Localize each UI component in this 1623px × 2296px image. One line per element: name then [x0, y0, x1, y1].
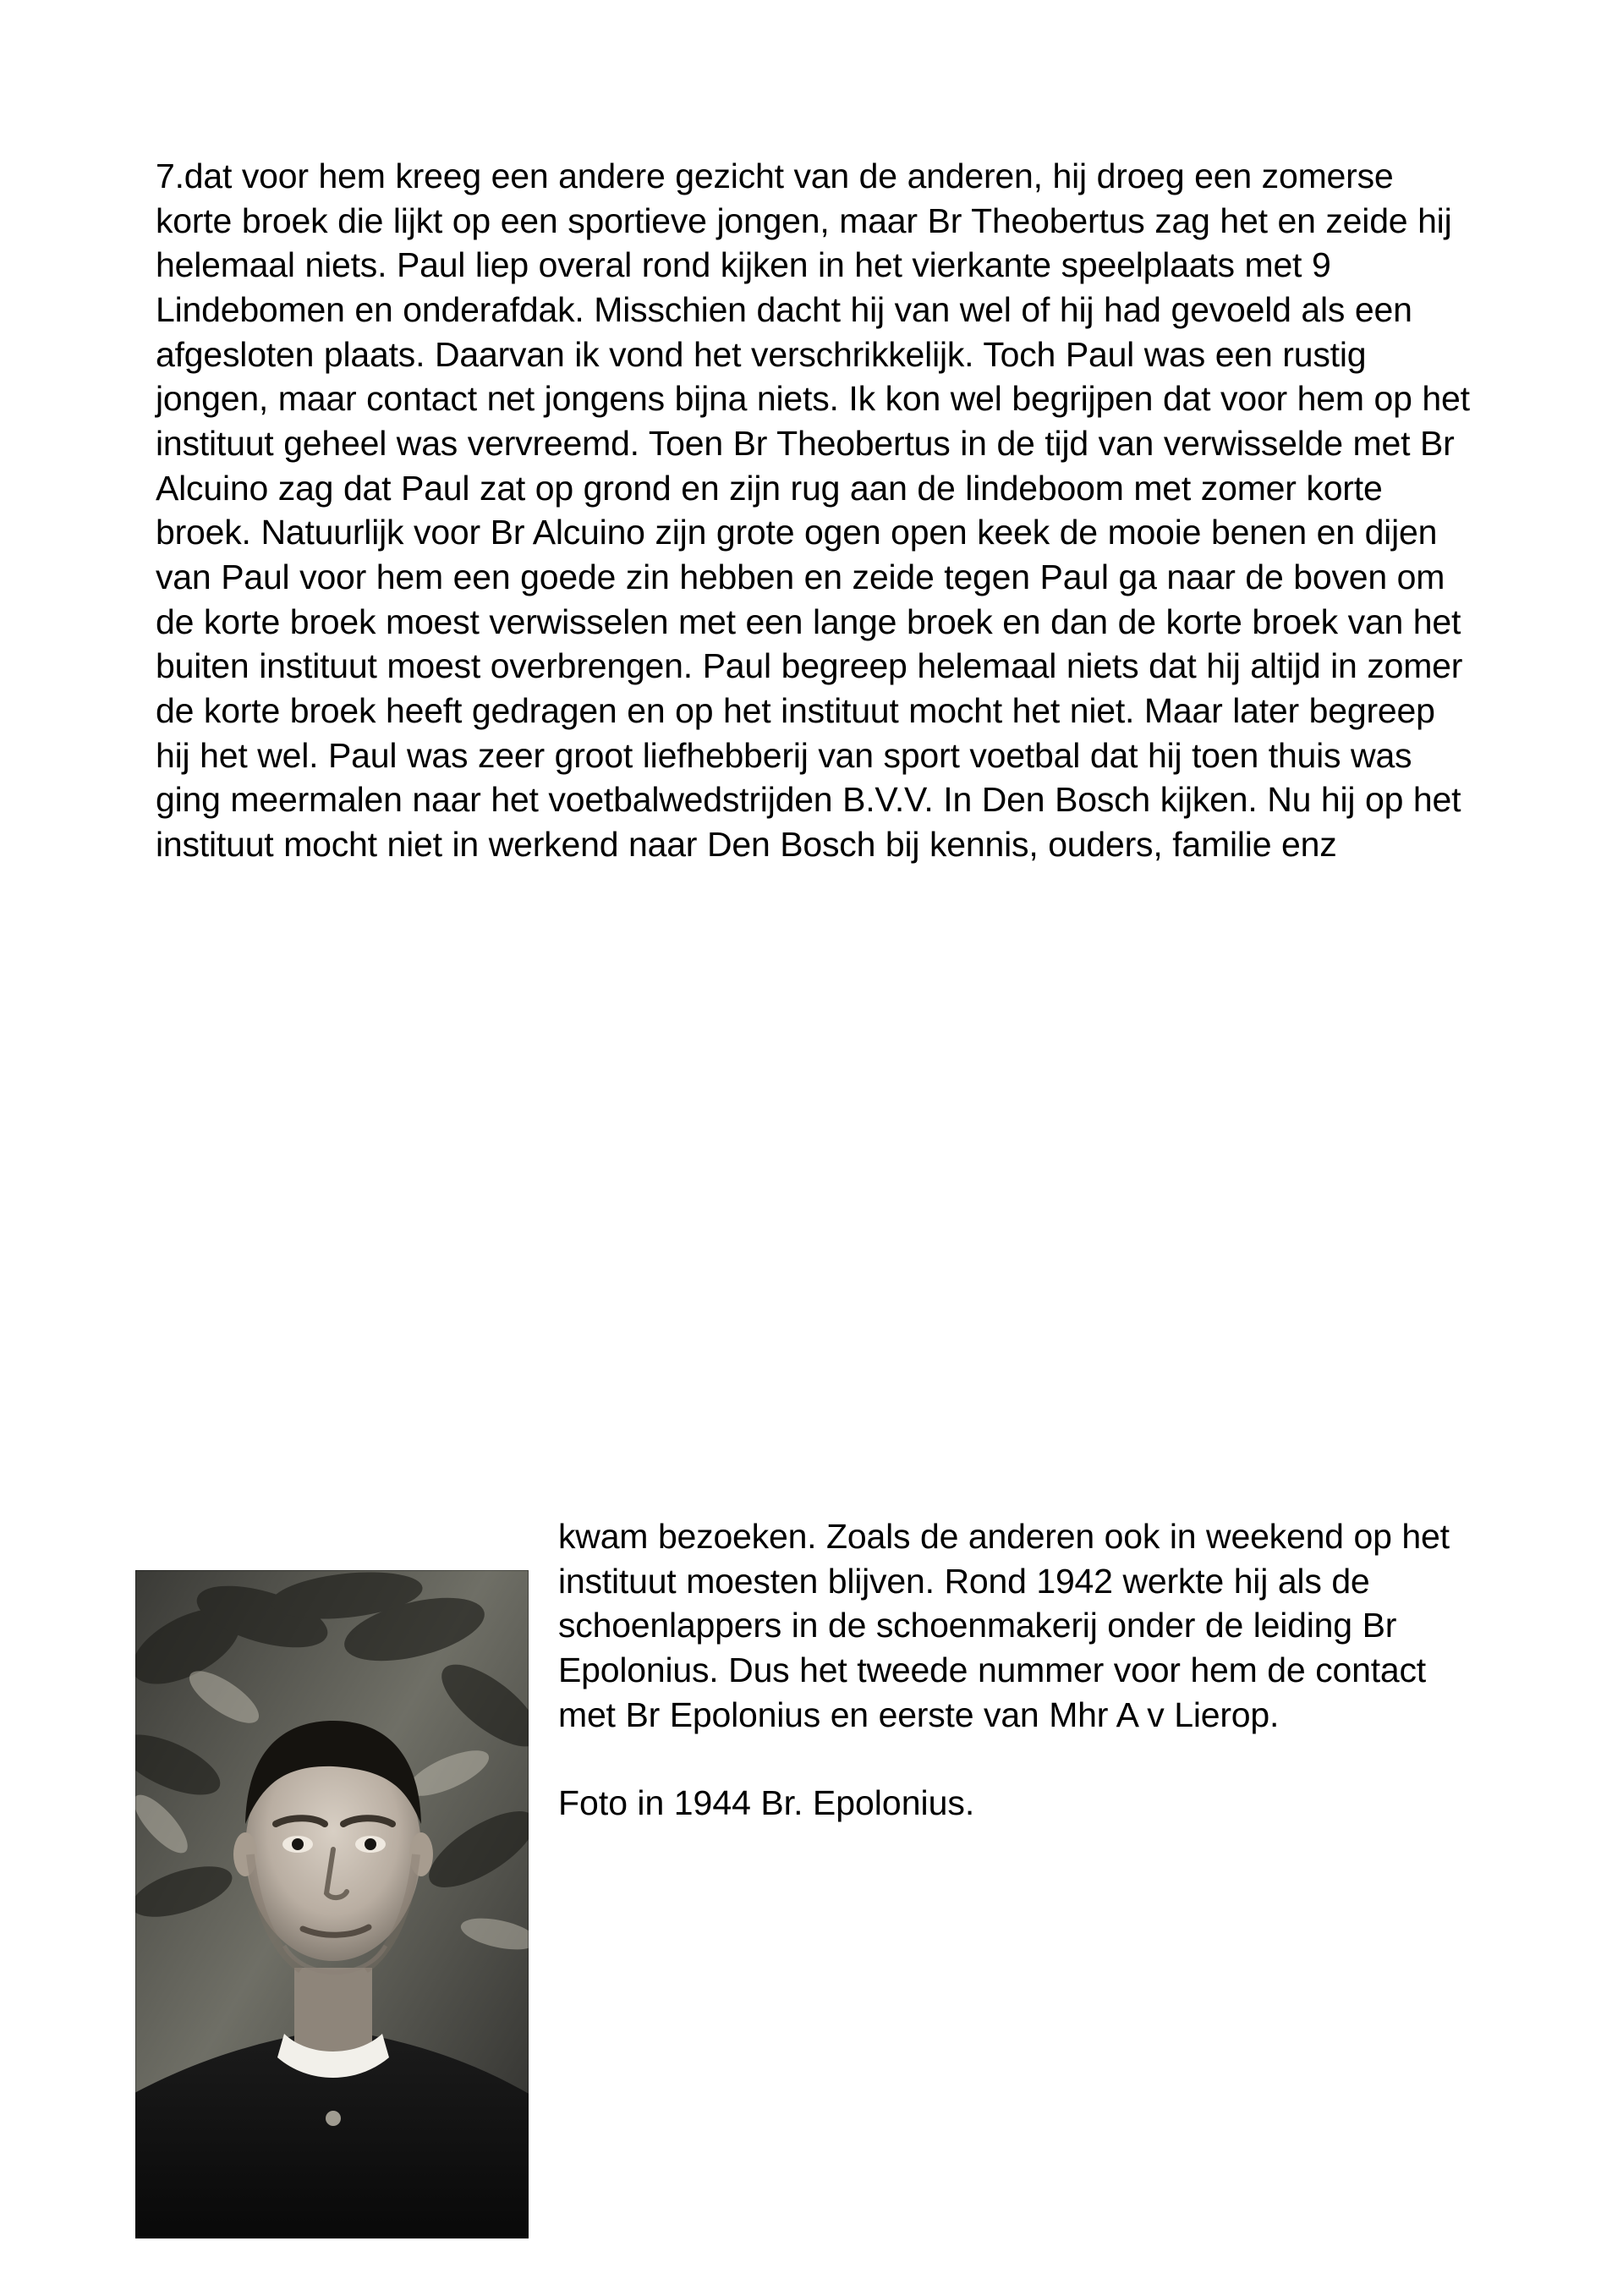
- portrait-photo: [135, 1570, 529, 2238]
- wrapped-text-block: [558, 1514, 1480, 1826]
- portrait-photo-container: [135, 1570, 529, 2238]
- paragraph-spacer: [558, 1737, 1480, 1781]
- photo-caption: Foto in 1944 Br. Epolonius.: [558, 1783, 975, 1823]
- main-paragraph: 7.dat voor hem kreeg een andere gezicht van de anderen, hij droeg een zomerse korte broek die lijkt op een sportieve jongen, maar Br Theobertus zag het en zeide hij helemaal niets. Paul liep overal rond kijken in het vierkante speelplaats met 9 Lindebomen en onderafdak. Misschien dacht hij van wel of hij had gevoeld als een afgesloten plaats. Daarvan ik vond het verschrikkelijk. Toch Paul was een rustig jongen, maar contact net jongens bijna niets. Ik kon wel begrijpen dat voor hem op het instituut geheel was vervreemd. Toen Br Theobertus in de tijd van verwisselde met Br Alcuino zag dat Paul zat op grond en zijn rug aan de lindeboom met zomer korte broek. Natuurlijk voor Br Alcuino zijn grote ogen open keek de mooie benen en dijen van Paul voor hem een goede zin hebben en zeide tegen Paul ga naar de boven om de korte broek moest verwisselen met een lange broek en dan de korte broek van het buiten instituut moest overbrengen. Paul begreep helemaal niets dat hij altijd in zomer de korte broek heeft gedragen en op het instituut mocht het niet. Maar later begreep hij het wel. Paul was zeer groot liefhebberij van sport voetbal dat hij toen thuis was ging meermalen naar het voetbalwedstrijden B.V.V. In Den Bosch kijken. Nu hij op het instituut mocht niet in werkend naar Den Bosch bij kennis, ouders, familie enz: [156, 157, 1470, 865]
- main-text-block: [156, 154, 1472, 867]
- wrapped-paragraph: kwam bezoeken. Zoals de anderen ook in weekend op het instituut moesten blijven. Rond 1942 werkte hij als de schoenlappers in de schoenmakerij onder de leiding Br Epolonius. Dus het tweede nummer voor hem de contact met Br Epolonius en eerste van Mhr A v Lierop.: [558, 1517, 1450, 1734]
